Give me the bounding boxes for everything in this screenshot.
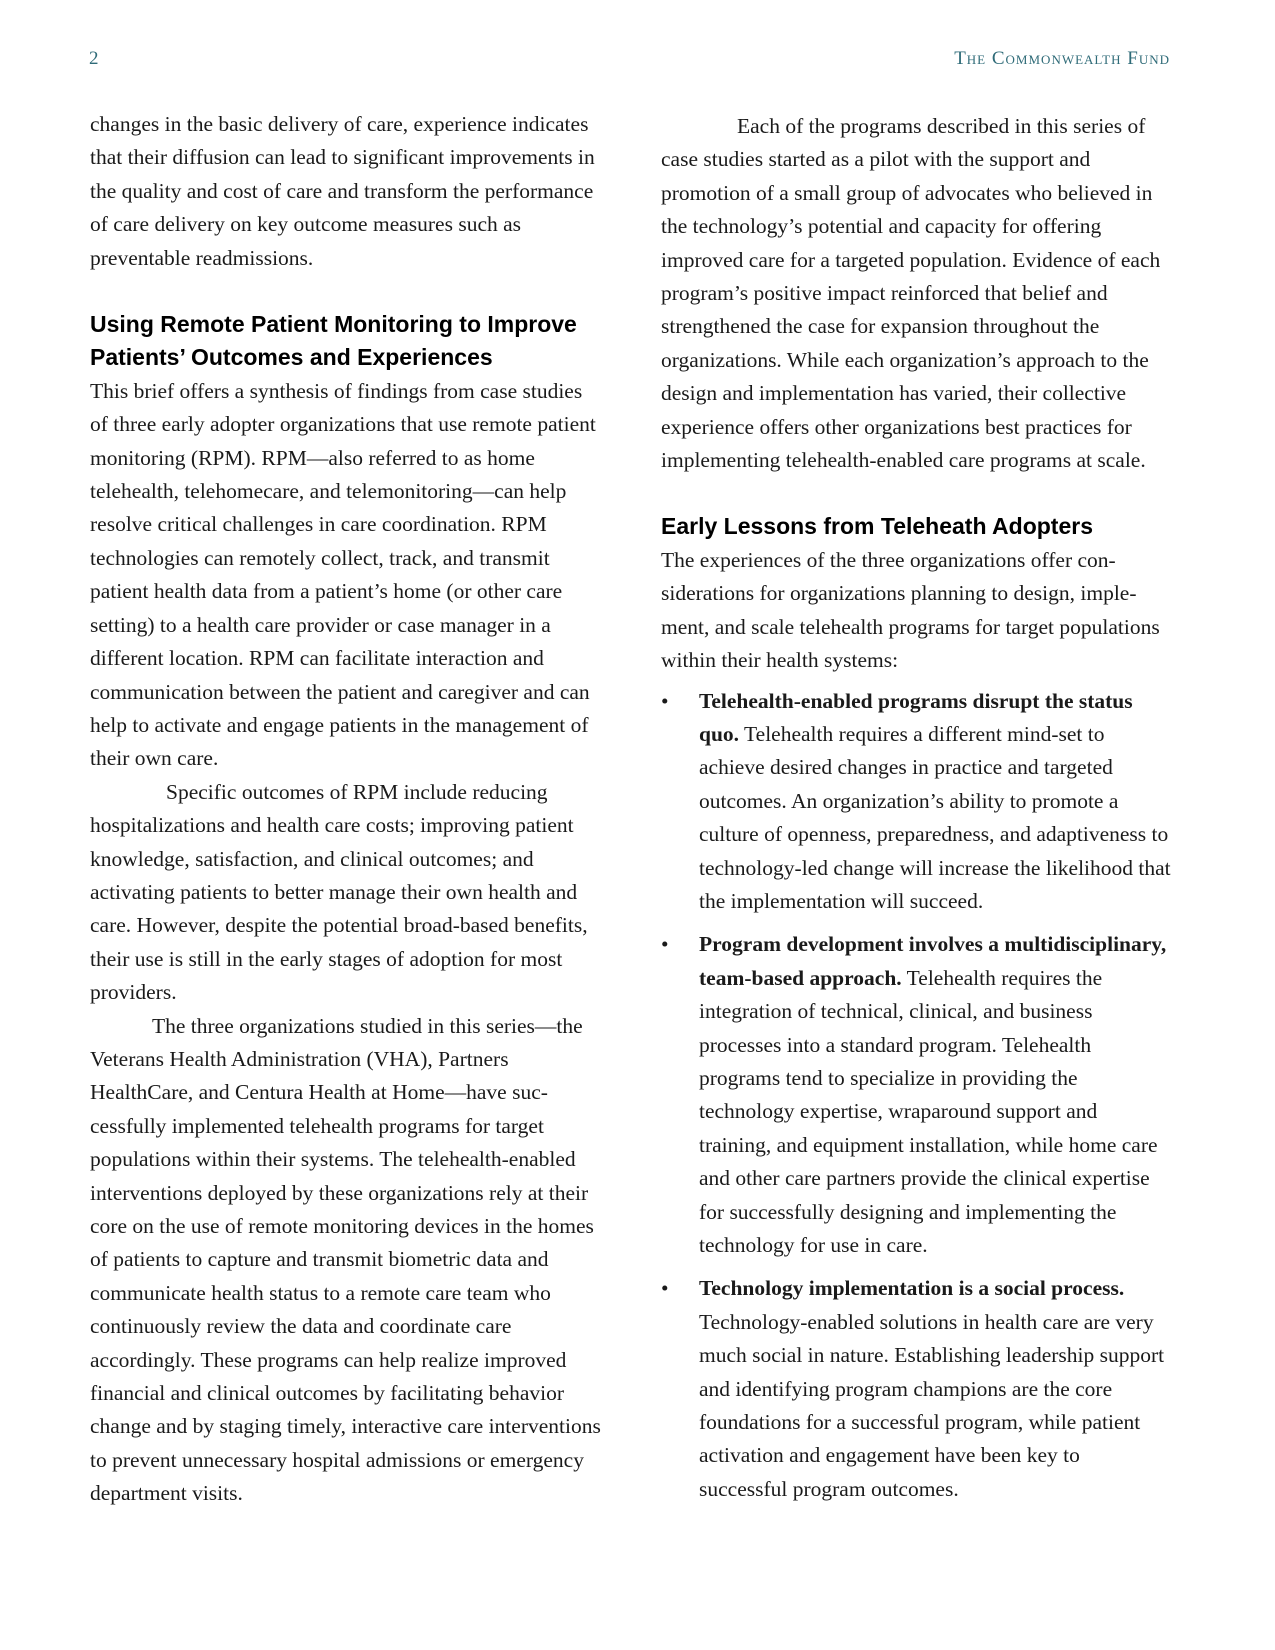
continued-paragraph: changes in the basic delivery of care, experience indicates that their diffusion can lead to significant improvements in the quality and cost of care and transform the performance of care delivery on key outcome measures such as preventable readmissions. [90,112,595,270]
list-item [661,685,1173,919]
list-item-lead: Telehealth-enabled programs disrupt the status quo. [699,688,1133,746]
list-item-text: Technology-enabled solutions in health care are very much social in nature. Establishing leadership support and identifying program champions are the core foundations for a successful program, while patient activation and engagement have been key to successful program outcomes. [699,1309,1165,1501]
list-item [661,928,1173,1262]
paragraph-rpm-intro: This brief offers a synthesis of findings from case studies of three early adopter organizations that use remote patient monitoring (RPM). RPM—also referred to as home telehealth, telehomecare, and telemonitoring—can help resolve critical challenges in care coordination. RPM technologies can remotely collect, track, and transmit patient health data from a patient’s home (or other care setting) to a health care provider or case manager in a different location. RPM can facilitate interaction and communication between the patient and caregiver and can help to activate and engage patients in the management of their own care. [90,378,596,771]
left-column [90,108,602,1511]
list-item-lead: Program development involves a multidisciplinary, team-based approach. [699,932,1167,990]
right-column [661,110,1173,1516]
section-heading-early-lessons: Early Lessons from Teleheath Adopters [661,513,1094,540]
page-number: 2 [89,48,99,69]
running-head: The Commonwealth Fund [954,48,1170,69]
list-item-text: Telehealth requires a different mind-set to achieve desired changes in practice and targeted outcomes. An organization’s ability to promote a culture of openness, preparedness, and adaptiveness to technology-led change will increase the likelihood that the implementation will succeed. [699,721,1171,913]
paragraph-organizations: The three organizations studied in this series—the Veterans Health Administration (VHA), Partners HealthCare, and Centura Health at Home—have successfully implemented telehealth programs for target populations within their systems. The telehealth-enabled interventions deployed by these organizations rely at their core on the use of remote monitoring devices in the homes of patients to capture and transmit biometric data and communicate health status to a remote care team who continuously review the data and coordinate care accordingly. These programs can help realize improved financial and clinical outcomes by facilitating behavior change and by staging timely, interactive care interventions to prevent unnecessary hospital admissions or emergency department visits. [90,1013,601,1506]
list-item-text: Telehealth requires the integration of technical, clinical, and business processes into a standard program. Telehealth programs tend to specialize in providing the technology expertise, wraparound support and training, and equipment installation, while home care and other care partners provide the clinical expertise for successfully designing and implementing the technology for use in care. [699,965,1158,1257]
bullet-icon: • [661,932,669,957]
bullet-icon: • [661,1276,669,1301]
paragraph-rpm-outcomes: Specific outcomes of RPM include reducing hospitalizations and health care costs; improving patient knowledge, satisfaction, and clinical outcomes; and activating patients to better manage their own health and care. However, despite the potential broad-based benefits, their use is still in the early stages of adoption for most providers. [90,779,588,1005]
section-heading-rpm: Using Remote Patient Monitoring to Improve Patients’ Outcomes and Experiences [90,311,577,371]
paragraph-pilot-programs: Each of the programs described in this series of case studies started as a pilot with the support and promotion of a small group of advocates who believed in the technology’s potential and capacity for offering improved care for a targeted population. Evidence of each program’s positive impact reinforced that belief and strengthened the case for expansion throughout the organizations. While each organization’s approach to the design and implementation has varied, their collective experience offers other organizations best practices for implementing telehealth-enabled care programs at scale. [661,114,1161,473]
lessons-list [661,685,1173,1507]
list-item [661,1272,1173,1506]
list-item-lead: Technology implementation is a social process. [699,1276,1125,1301]
paragraph-experiences-intro: The experiences of the three organizations offer considerations for organizations planning to design, implement, and scale telehealth programs for target populations within their health systems: [661,547,1160,673]
bullet-icon: • [661,688,669,713]
